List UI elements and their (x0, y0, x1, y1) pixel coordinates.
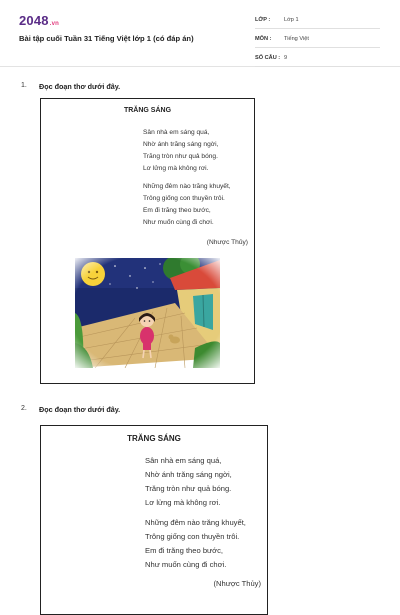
poem-line: Những đêm nào trăng khuyết, (145, 518, 246, 527)
poem-line: Sân nhà em sáng quá, (143, 129, 210, 136)
poem-title: TRĂNG SÁNG (127, 434, 181, 443)
poem-line: Sân nhà em sáng quá, (145, 456, 222, 465)
meta-label: LỚP : (255, 17, 271, 23)
poem-line: Những đêm nào trăng khuyết, (143, 183, 231, 190)
poem-line: Như muốn cùng đi chơi. (143, 219, 214, 226)
question-number: 1. (21, 82, 27, 89)
meta-value: 9 (284, 55, 288, 61)
poem-title: TRĂNG SÁNG (123, 107, 172, 114)
poem-line: Nhờ ánh trăng sáng ngời, (145, 470, 232, 479)
question-number: 2. (21, 405, 27, 412)
meta-label: SỐ CÂU : (255, 55, 281, 61)
poem-line: Trăng tròn như quả bóng. (145, 484, 232, 493)
meta-row-subject (255, 31, 380, 48)
poem-author: (Nhược Thủy) (213, 579, 261, 588)
meta-value: Tiếng Việt (284, 36, 309, 42)
poem-line: Lơ lửng mà không rơi. (145, 498, 221, 507)
meta-value: Lớp 1 (284, 17, 299, 23)
moon-girl-illustration (75, 258, 220, 368)
logo-text: 2048 (19, 13, 49, 28)
poem-stanza-2 (145, 516, 246, 572)
poem-line: Em đi trăng theo bước, (143, 207, 211, 214)
question-prompt: Đọc đoạn thơ dưới đây. (39, 82, 121, 91)
site-logo[interactable] (19, 13, 59, 28)
poem-stanza-1 (143, 127, 218, 175)
poem-stanza-2 (143, 181, 231, 229)
meta-row-question-count (255, 50, 380, 67)
poem-line: Trông giống con thuyền trôi. (143, 195, 225, 202)
poem-line: Trông giống con thuyền trôi. (145, 532, 240, 541)
poem-illustration (75, 258, 220, 368)
meta-row-grade (255, 12, 380, 29)
poem-line: Lơ lửng mà không rơi. (143, 165, 209, 172)
worksheet-header (0, 0, 400, 67)
poem-box-2 (40, 425, 268, 615)
poem-line: Như muốn cùng đi chơi. (145, 560, 227, 569)
poem-line: Nhờ ánh trăng sáng ngời, (143, 141, 219, 148)
logo-suffix: .vn (49, 21, 60, 27)
worksheet-title: Bài tập cuối Tuần 31 Tiếng Việt lớp 1 (có đáp án) (19, 34, 194, 43)
worksheet-meta (255, 12, 380, 69)
poem-line: Em đi trăng theo bước, (145, 546, 224, 555)
poem-author: (Nhược Thủy) (206, 239, 248, 246)
poem-line: Trăng tròn như quả bóng. (143, 153, 218, 160)
meta-label: MÔN : (255, 36, 272, 42)
poem-stanza-1 (145, 454, 232, 510)
question-prompt: Đọc đoạn thơ dưới đây. (39, 405, 121, 414)
